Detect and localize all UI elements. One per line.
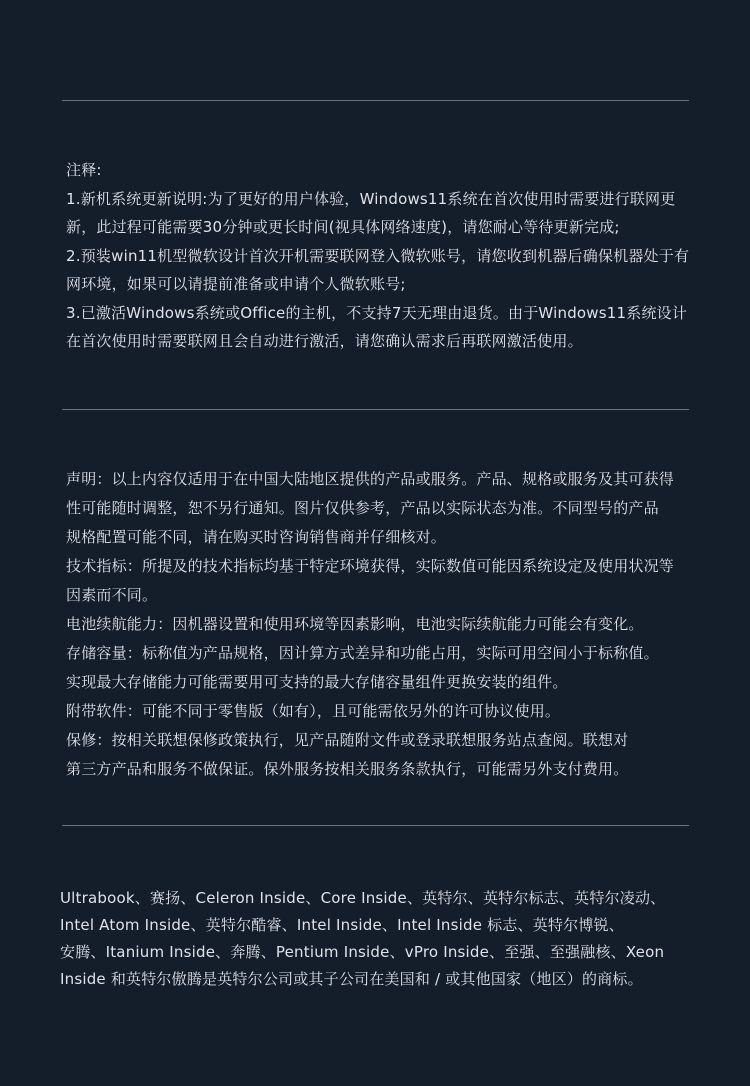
statement-line: 第三方产品和服务不做保证。保外服务按相关服务条款执行，可能需另外支付费用。 — [66, 760, 629, 778]
top-divider — [62, 100, 689, 101]
statement-line: 保修：按相关联想保修政策执行，见产品随附文件或登录联想服务站点查阅。联想对 — [66, 731, 629, 749]
statement-line: 附带软件：可能不同于零售版（如有），且可能需依另外的许可协议使用。 — [66, 702, 561, 720]
bottom-divider — [62, 825, 689, 826]
notes-section — [66, 156, 706, 356]
notes-heading: 注释: — [66, 161, 102, 179]
trademark-line: 安腾、Itanium Inside、奔腾、Pentium Inside、vPro Inside、至强、至强融核、Xeon — [60, 943, 665, 961]
notes-line: 在首次使用时需要联网且会自动进行激活，请您确认需求后再联网激活使用。 — [66, 332, 583, 350]
trademark-section — [60, 885, 700, 993]
notes-line: 网环境，如果可以请提前准备或申请个人微软账号; — [66, 275, 406, 293]
statement-line: 因素而不同。 — [66, 586, 158, 604]
statement-line: 存储容量：标称值为产品规格，因计算方式差异和功能占用，实际可用空间小于标称值。 — [66, 644, 659, 662]
notes-line: 2.预装win11机型微软设计首次开机需要联网登入微软账号，请您收到机器后确保机器处于有 — [66, 246, 690, 265]
statement-line: 电池续航能力：因机器设置和使用环境等因素影响，电池实际续航能力可能会有变化。 — [66, 615, 644, 633]
notes-line: 1.新机系统更新说明:为了更好的用户体验，Windows11系统在首次使用时需要进行联网更 — [66, 189, 676, 208]
middle-divider — [62, 409, 689, 410]
trademark-line: Inside 和英特尔傲腾是英特尔公司或其子公司在美国和 / 或其他国家（地区）的商标。 — [60, 970, 643, 988]
notes-line: 3.已激活Windows系统或Office的主机，不支持7天无理由退货。由于Windows11系统设计 — [66, 303, 688, 322]
statement-line: 性可能随时调整，恕不另行通知。图片仅供参考，产品以实际状态为准。不同型号的产品 — [66, 499, 659, 517]
statement-line: 技术指标：所提及的技术指标均基于特定环境获得，实际数值可能因系统设定及使用状况等 — [66, 557, 675, 575]
notes-line: 新，此过程可能需要30分钟或更长时间(视具体网络速度)，请您耐心等待更新完成; — [66, 218, 620, 236]
trademark-line: Intel Atom Inside、英特尔酷睿、Intel Inside、Intel Inside 标志、英特尔博锐、 — [60, 916, 624, 934]
trademark-line: Ultrabook、赛扬、Celeron Inside、Core Inside、英特尔、英特尔标志、英特尔凌动、 — [60, 889, 666, 907]
statement-line: 实现最大存储能力可能需要用可支持的最大存储容量组件更换安装的组件。 — [66, 673, 568, 691]
statement-section — [66, 465, 706, 784]
statement-line: 规格配置可能不同，请在购买时咨询销售商并仔细核对。 — [66, 528, 447, 546]
statement-line: 声明：以上内容仅适用于在中国大陆地区提供的产品或服务。产品、规格或服务及其可获得 — [66, 470, 675, 488]
